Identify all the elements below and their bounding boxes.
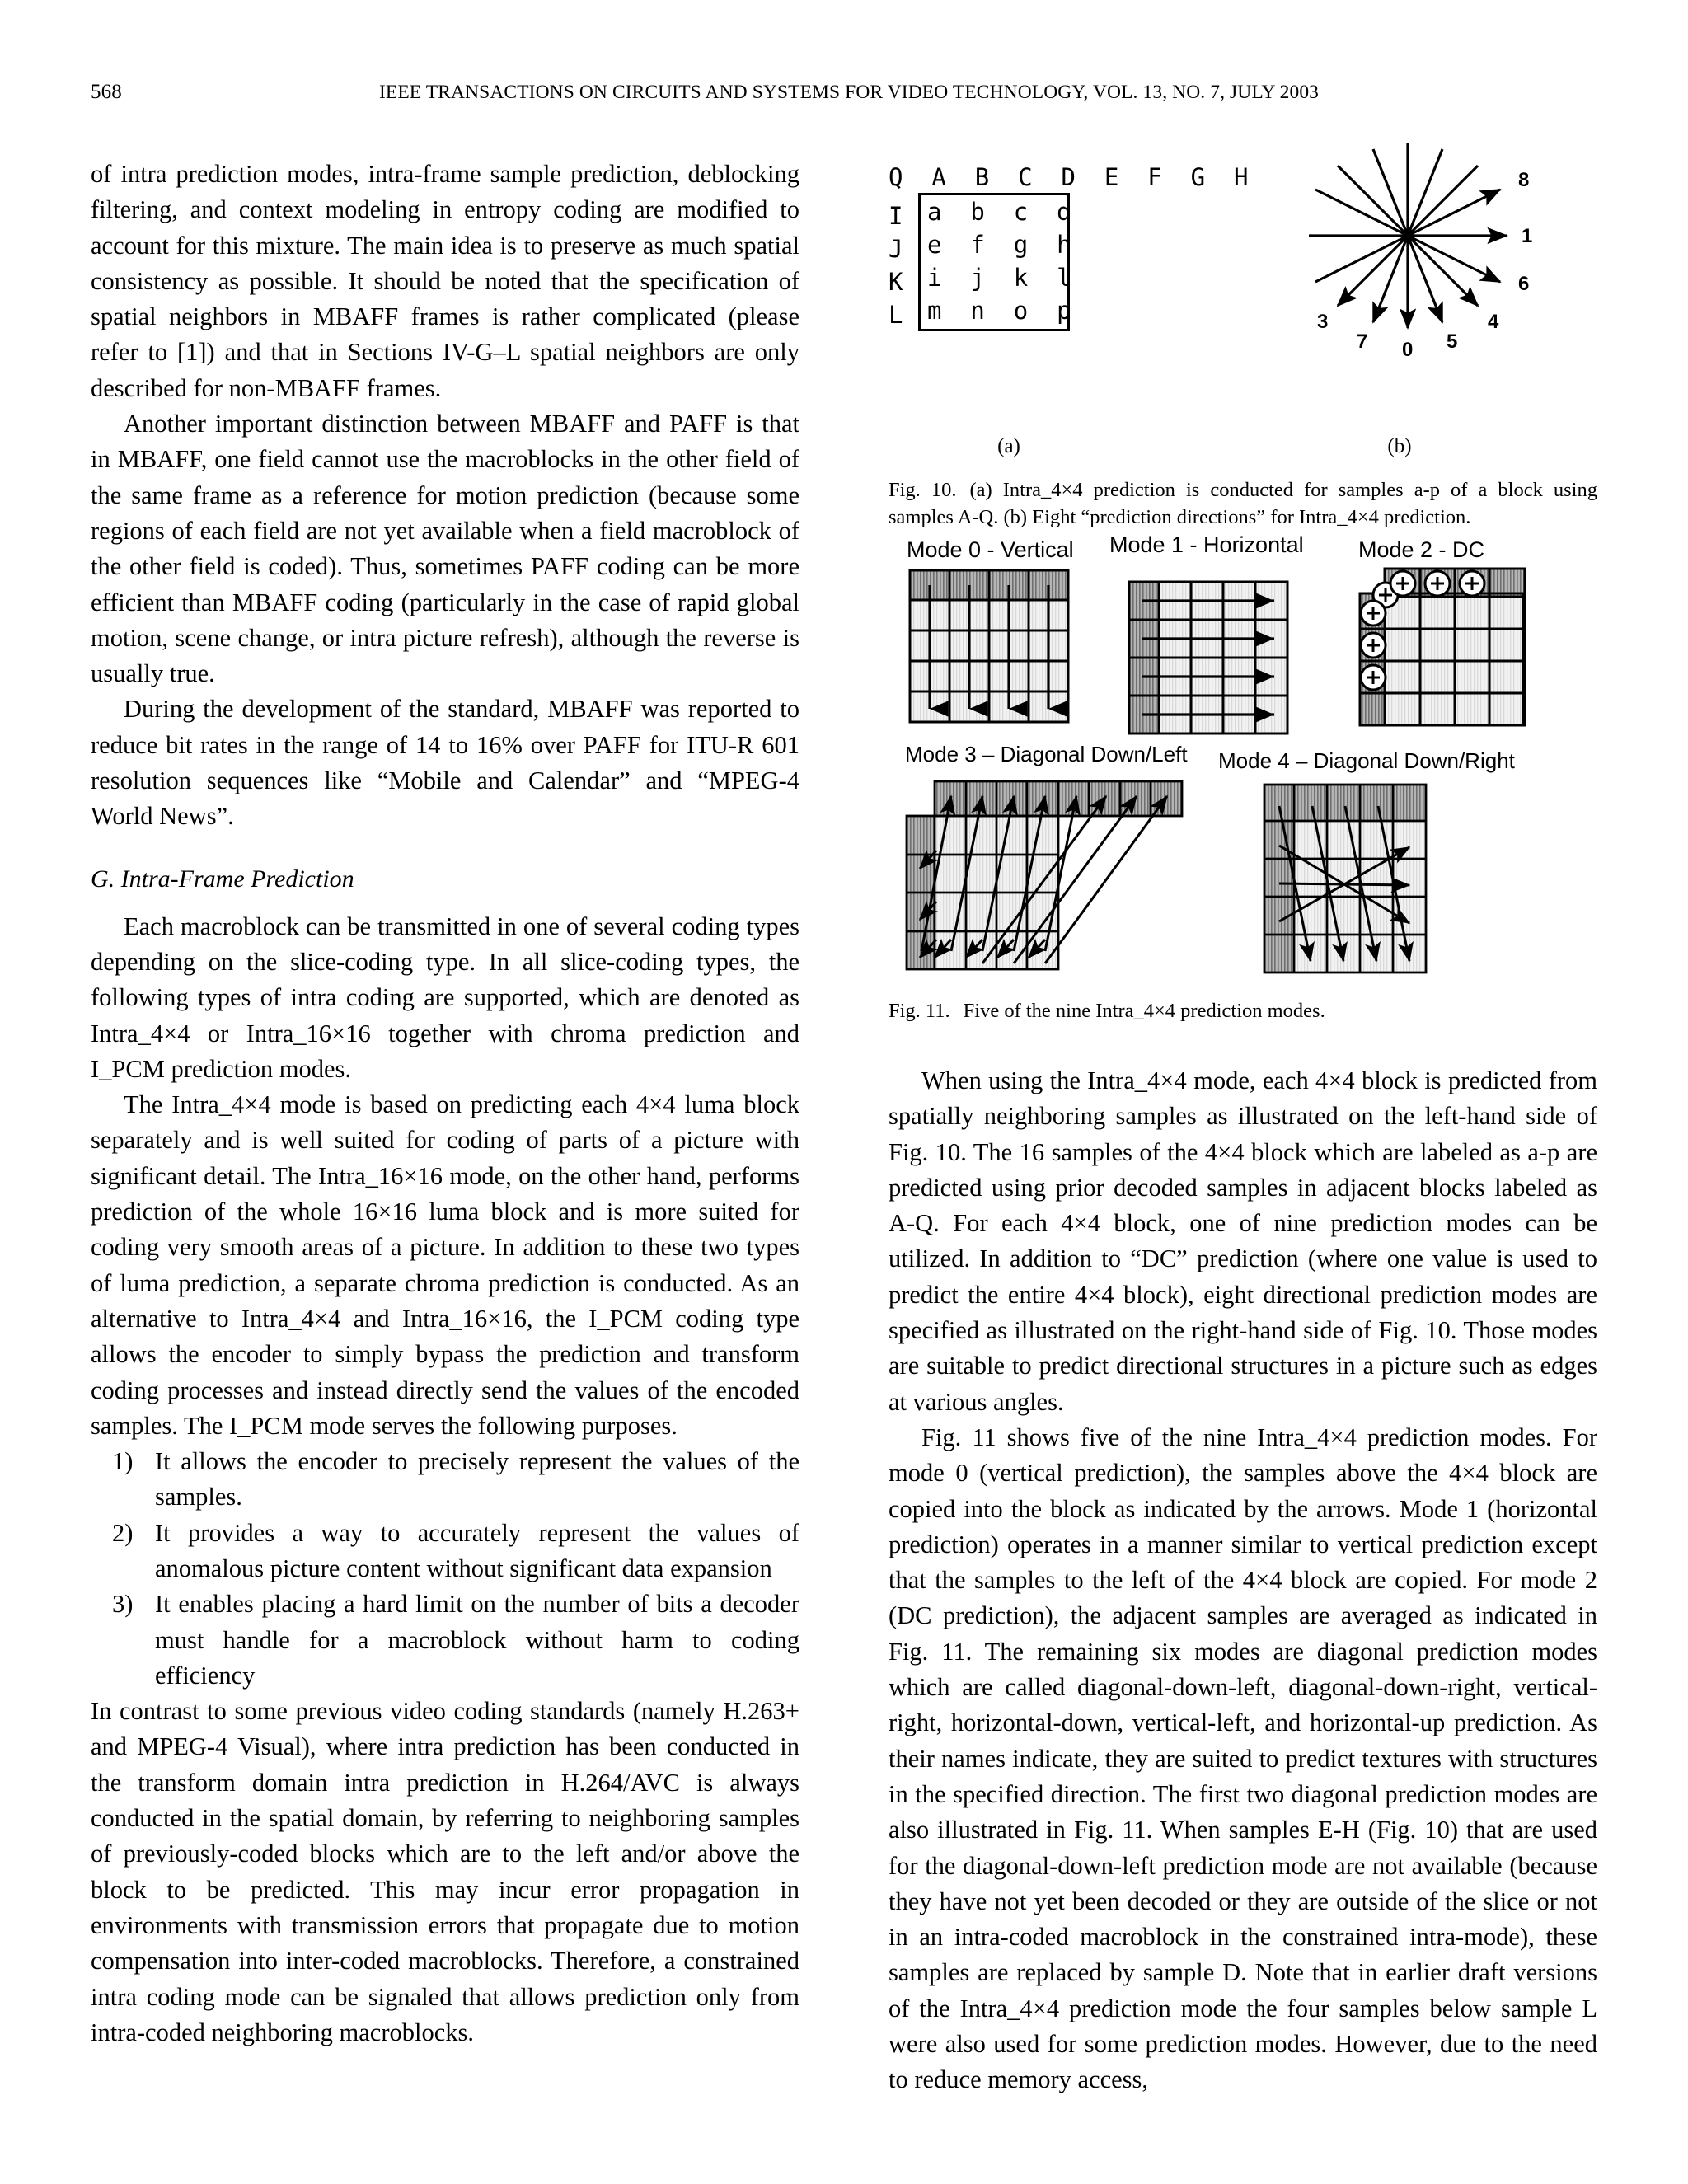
list-item-number: 1) (112, 1447, 134, 1476)
figure-10-caption (889, 476, 1597, 531)
figure-10-caption-label: Fig. 10. (889, 479, 957, 501)
side-label: J (889, 235, 903, 263)
list-item (91, 1516, 799, 1587)
figure-11-mode1-diagram (1126, 579, 1299, 737)
figure-11-mode1-label: Mode 1 - Horizontal (1109, 532, 1304, 557)
figure-10a-top-labels: Q A B C D E F G H (889, 163, 1249, 191)
paragraph-continued: of intra prediction modes, intra-frame sample prediction, deblocking filtering, and context modeling in entropy coding are modified to account for this mixture. The main idea is to preserve as much spatial consistency as possible. It should be noted that the specification of spatial neighbors in MBAFF frames is rather complicated (please refer to [1]) and that in Sections IV-G–L spatial neighbors are only described for non-MBAFF frames. (91, 160, 799, 402)
ipcm-purposes-list (91, 1444, 799, 1694)
figure-10a-4x4-block (918, 193, 1070, 331)
figure-10-caption-text: (a) Intra_4×4 prediction is conducted for samples a-p of a block using samples A-Q. (b) Eight “prediction directions” for Intra_4×4 prediction. (889, 479, 1597, 528)
figure-11-mode0-diagram (907, 567, 1080, 725)
paragraph-bitrate: During the development of the standard, MBAFF was reported to reduce bit rates in the range of 14 to 16% over PAFF for ITU-R 601 resolution sequences like “Mobile and Calendar” and “MPEG-4 World News”. (91, 695, 799, 831)
direction-label-0: 0 (1402, 339, 1414, 361)
direction-label-6: 6 (1518, 273, 1530, 295)
side-label: K (889, 268, 903, 296)
direction-star-svg (1235, 120, 1581, 401)
direction-label-5: 5 (1447, 330, 1458, 353)
figure-11-caption-label: Fig. 11. (889, 1000, 950, 1022)
journal-title-line: IEEE TRANSACTIONS ON CIRCUITS AND SYSTEMS FOR VIDEO TECHNOLOGY, VOL. 13, NO. 7, JULY 2003 (378, 82, 1320, 103)
block-row: i j k l (927, 264, 1071, 292)
direction-label-3: 3 (1317, 311, 1329, 333)
figure-10-sublabel-b: (b) (1387, 435, 1412, 457)
list-item-text: It allows the encoder to precisely represent the values of the samples. (155, 1447, 799, 1511)
figure-10-sublabel-a: (a) (997, 435, 1020, 457)
figure-11 (889, 532, 1614, 1007)
paragraph-coding-types: Each macroblock can be transmitted in one of several coding types depending on the slice-coding type. In all slice-coding types, the following types of intra coding are supported, which are denoted as Intra_4×4 or Intra_16×16 together with chroma prediction and I_PCM prediction modes. (91, 912, 799, 1083)
paragraph-constrained-intra: In contrast to some previous video coding standards (namely H.263+ and MPEG-4 Visual), where intra prediction has been conducted in the transform domain intra prediction in H.264/AVC is always conducted in the spatial domain, by referring to neighboring samples of previously-coded blocks which are to the left and/or above the block to be predicted. This may incur error propagation in environments with transmission errors that propagate due to motion compensation into inter-coded macroblocks. Therefore, a constrained intra coding mode can be signaled that allows prediction only from intra-coded neighboring macroblocks. (91, 1697, 799, 2046)
list-item (91, 1444, 799, 1516)
figure-11-caption (889, 997, 1597, 1024)
direction-label-1: 1 (1522, 225, 1533, 247)
direction-label-4: 4 (1488, 311, 1499, 333)
side-label: L (889, 301, 903, 329)
page-folio: 568 (91, 81, 122, 103)
figure-10a-side-labels (889, 199, 903, 331)
direction-label-7: 7 (1357, 330, 1368, 353)
figure-10 (889, 155, 1597, 485)
figure-11-mode2-diagram (1352, 565, 1541, 730)
paragraph-intra4x4-samples: When using the Intra_4×4 mode, each 4×4 block is predicted from spatially neighboring samples as illustrated on the left-hand side of Fig. 10. The 16 samples of the 4×4 block which are labeled as a-p are predicted using prior decoded samples in adjacent blocks labeled as A-Q. For each 4×4 block, one of nine prediction modes can be utilized. In addition to “DC” prediction (where one value is used to predict the entire 4×4 block), eight directional prediction modes are specified as illustrated on the right-hand side of Fig. 10. Those modes are suitable to predict directional structures in a picture such as edges at various angles. (889, 1066, 1597, 1416)
side-label: I (889, 202, 903, 230)
list-item-number: 3) (112, 1590, 134, 1619)
figure-11-caption-text: Five of the nine Intra_4×4 prediction modes. (963, 1000, 1325, 1022)
list-item (91, 1586, 799, 1694)
figure-11-mode3-diagram (903, 778, 1233, 976)
figure-11-mode2-label: Mode 2 - DC (1358, 537, 1485, 562)
running-head (91, 81, 1607, 109)
list-item-text: It provides a way to accurately represent the values of anomalous picture content without significant data expansion (155, 1518, 799, 1582)
left-text-column (91, 157, 799, 2050)
paragraph-mbaff-paff: Another important distinction between MBAFF and PAFF is that in MBAFF, one field cannot use the macroblocks in the other field of the same frame as a reference for motion prediction (because some regions of each field are not yet available when a field macroblock of the other field is coded). Thus, sometimes PAFF coding can be more efficient than MBAFF coding (particularly in the case of rapid global motion, scene change, or intra picture refresh), although the reverse is usually true. (91, 410, 799, 688)
list-item-text: It enables placing a hard limit on the number of bits a decoder must handle for a macroblock without harm to coding efficiency (155, 1590, 799, 1690)
figure-11-mode3-label: Mode 3 – Diagonal Down/Left (905, 742, 1188, 766)
section-heading-intra-frame-prediction: G. Intra-Frame Prediction (91, 865, 354, 893)
list-item-number: 2) (112, 1518, 134, 1547)
right-text-column (889, 1063, 1597, 2098)
block-row: m n o p (927, 297, 1071, 325)
block-row: e f g h (927, 231, 1071, 259)
figure-11-mode0-label: Mode 0 - Vertical (907, 537, 1074, 562)
paragraph-prediction-modes: Fig. 11 shows five of the nine Intra_4×4 prediction modes. For mode 0 (vertical prediction), the samples above the 4×4 block are copied into the block as indicated by the arrows. Mode 1 (horizontal prediction) operates in a manner similar to vertical prediction except that the samples to the left of the 4×4 block are copied. For mode 2 (DC prediction), the adjacent samples are averaged as indicated in Fig. 11. The remaining six modes are diagonal prediction modes which are called diagonal-down-left, diagonal-down-right, vertical-right, horizontal-down, vertical-left, and horizontal-up prediction. As their names indicate, they are suited to predict textures with structures in the specified direction. The first two diagonal prediction modes are also illustrated in Fig. 11. When samples E-H (Fig. 10) that are used for the diagonal-down-left prediction mode are not available (because they have not yet been decoded or they are outside of the slice or not in an intra-coded macroblock in the constrained intra-mode), these samples are replaced by sample D. Note that in earlier draft versions of the Intra_4×4 prediction mode the four samples below sample L were also used for some prediction modes. However, due to the need to reduce memory access, (889, 1422, 1597, 2094)
direction-label-8: 8 (1518, 169, 1530, 191)
figure-10b-direction-star (1235, 120, 1581, 405)
paragraph-intra4x4-mode: The Intra_4×4 mode is based on predicting each 4×4 luma block separately and is well suited for coding of parts of a picture with significant detail. The Intra_16×16 mode, on the other hand, performs prediction of the whole 16×16 luma block and is more suited for coding very smooth areas of a picture. In addition to these two types of luma prediction, a separate chroma prediction is conducted. As an alternative to Intra_4×4 and Intra_16×16, the I_PCM coding type allows the encoder to simply bypass the prediction and transform coding processes and instead directly send the values of the encoded samples. The I_PCM mode serves the following purposes. (91, 1090, 799, 1440)
block-row: a b c d (927, 198, 1071, 226)
figure-11-mode4-diagram (1261, 781, 1475, 979)
figure-11-mode4-label: Mode 4 – Diagonal Down/Right (1218, 748, 1515, 773)
